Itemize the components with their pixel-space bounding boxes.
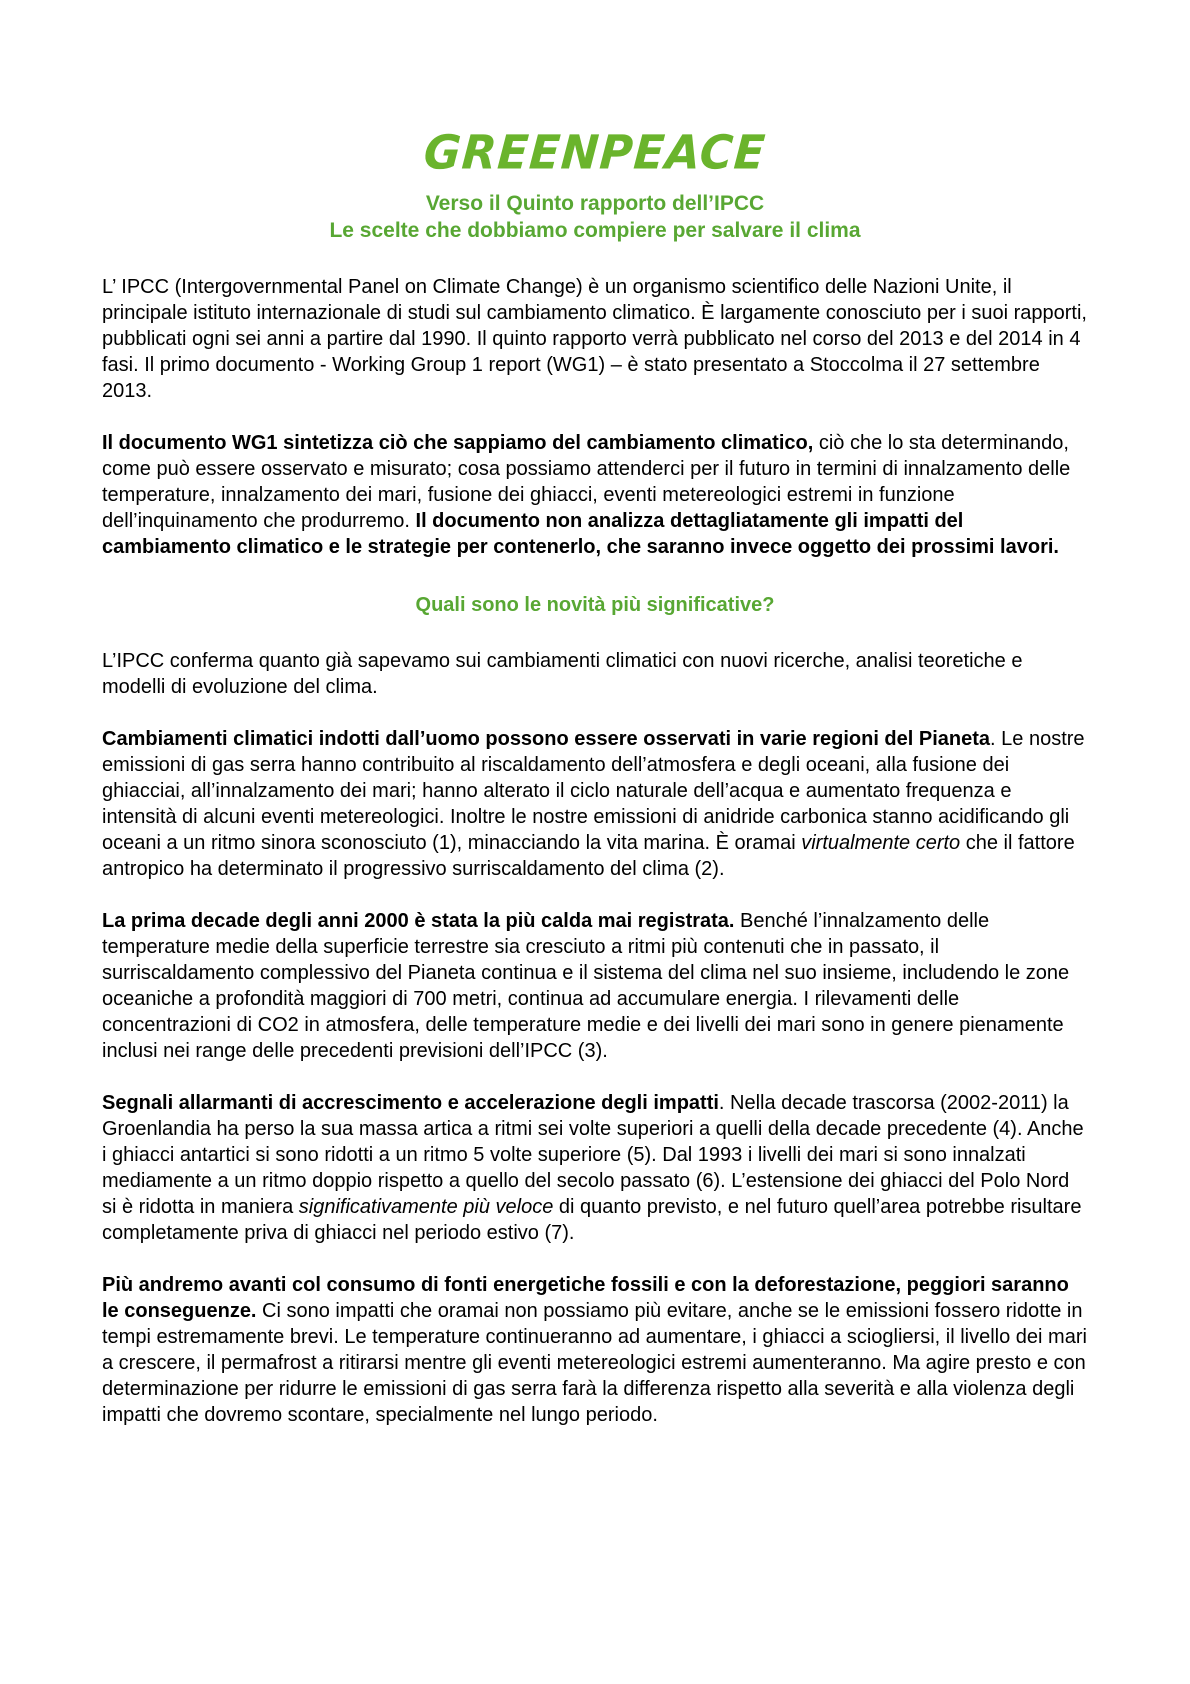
text-run-regular: di quanto previsto, e nel futuro quell’area potrebbe risultare completamente priva di ghiacci nel periodo estivo (7). bbox=[102, 1196, 1082, 1244]
text-run-regular: che il fattore antropico ha determinato il progressivo surriscaldamento del clima (2). bbox=[102, 832, 1075, 880]
text-run-italic: significativamente più veloce bbox=[298, 1196, 554, 1218]
paragraph bbox=[102, 1272, 1088, 1428]
text-run-bold: Il documento non analizza dettagliatamente gli impatti del cambiamento climatico e le strategie per contenerlo, che saranno invece oggetto dei prossimi lavori. bbox=[102, 510, 1059, 558]
text-run-bold: Quali sono le novità più significative? bbox=[415, 594, 775, 616]
title-line-2: Le scelte che dobbiamo compiere per salvare il clima bbox=[329, 219, 861, 242]
text-run-regular: Benché l’innalzamento delle temperature medie della superficie terrestre sia cresciuto a ritmi più contenuti che in passato, il surriscaldamento complessivo del Pianeta continua e il sistema del clima nel suo insieme, includendo le zone oceaniche a profondità maggiori di 700 metri, continua ad accumulare energia. I rilevamenti delle concentrazioni di CO2 in atmosfera, delle temperature medie e dei livelli dei mari sono in genere pienamente inclusi nei range delle precedenti previsioni dell’IPCC (3). bbox=[102, 910, 1070, 1062]
text-run-regular: L’IPCC conferma quanto già sapevamo sui cambiamenti climatici con nuovi ricerche, analisi teoretiche e modelli di evoluzione del clima. bbox=[102, 650, 1023, 698]
paragraph bbox=[102, 430, 1088, 560]
title-line-1: Verso il Quinto rapporto dell’IPCC bbox=[425, 192, 765, 215]
greenpeace-logo: GREENPEACE bbox=[422, 124, 768, 181]
text-run-regular: Ci sono impatti che oramai non possiamo più evitare, anche se le emissioni fossero ridotte in tempi estremamente brevi. Le temperature continueranno ad aumentare, i ghiacci a sciogliersi, il livello dei mari a crescere, il permafrost a ritirarsi mentre gli eventi metereologici estremi aumenteranno. Ma agire presto e con determinazione per ridurre le emissioni di gas serra farà la differenza rispetto alla severità e alla violenza degli impatti che dovremo scontare, specialmente nel lungo periodo. bbox=[102, 1300, 1087, 1426]
document-body bbox=[102, 274, 1088, 1428]
text-run-regular: L’ IPCC (Intergovernmental Panel on Climate Change) è un organismo scientifico delle Nazioni Unite, il principale istituto internazionale di studi sul cambiamento climatico. È largamente conosciuto per i suoi rapporti, pubblicati ogni sei anni a partire dal 1990. Il quinto rapporto verrà pubblicato nel corso del 2013 e del 2014 in 4 fasi. Il primo documento - Working Group 1 report (WG1) – è stato presentato a Stoccolma il 27 settembre 2013. bbox=[102, 276, 1087, 402]
document-title bbox=[102, 190, 1088, 244]
text-run-bold: La prima decade degli anni 2000 è stata la più calda mai registrata. bbox=[102, 910, 735, 932]
document-header bbox=[102, 124, 1088, 244]
text-run-bold: Cambiamenti climatici indotti dall’uomo possono essere osservati in varie regioni del Pianeta bbox=[102, 728, 991, 750]
text-run-regular: . Le nostre emissioni di gas serra hanno contribuito al riscaldamento dell’atmosfera e degli oceani, alla fusione dei ghiacciai, all’innalzamento dei mari; hanno alterato il ciclo naturale dell’acqua e aumentato frequenza e intensità di alcuni eventi metereologici. Inoltre le nostre emissioni di anidride carbonica stanno acidificando gli oceani a un ritmo sinora sconosciuto (1), minacciando la vita marina. È oramai bbox=[102, 728, 1085, 854]
text-run-italic: virtualmente certo bbox=[801, 832, 961, 854]
text-run-bold: Segnali allarmanti di accrescimento e accelerazione degli impatti bbox=[102, 1092, 719, 1114]
text-run-regular: . Nella decade trascorsa (2002-2011) la Groenlandia ha perso la sua massa artica a ritmi sei volte superiori a quelli della decade precedente (4). Anche i ghiacci antartici si sono ridotti a un ritmo 5 volte superiore (5). Dal 1993 i livelli dei mari si sono innalzati mediamente a un ritmo doppio rispetto a quello del secolo passato (6). L’estensione dei ghiacci del Polo Nord si è ridotta in maniera bbox=[102, 1092, 1084, 1218]
paragraph bbox=[102, 726, 1088, 882]
text-run-regular: ciò che lo sta determinando, come può essere osservato e misurato; cosa possiamo attenderci per il futuro in termini di innalzamento delle temperature, innalzamento dei mari, fusione dei ghiacci, eventi metereologici estremi in funzione dell’inquinamento che produrremo. bbox=[102, 432, 1071, 532]
paragraph bbox=[102, 648, 1088, 700]
paragraph bbox=[102, 274, 1088, 404]
text-run-bold: Il documento WG1 sintetizza ciò che sappiamo del cambiamento climatico, bbox=[102, 432, 814, 454]
text-run-bold: Più andremo avanti col consumo di fonti energetiche fossili e con la deforestazione, peggiori saranno le conseguenze. bbox=[102, 1274, 1069, 1322]
section-heading bbox=[102, 592, 1088, 618]
paragraph bbox=[102, 1090, 1088, 1246]
paragraph bbox=[102, 908, 1088, 1064]
